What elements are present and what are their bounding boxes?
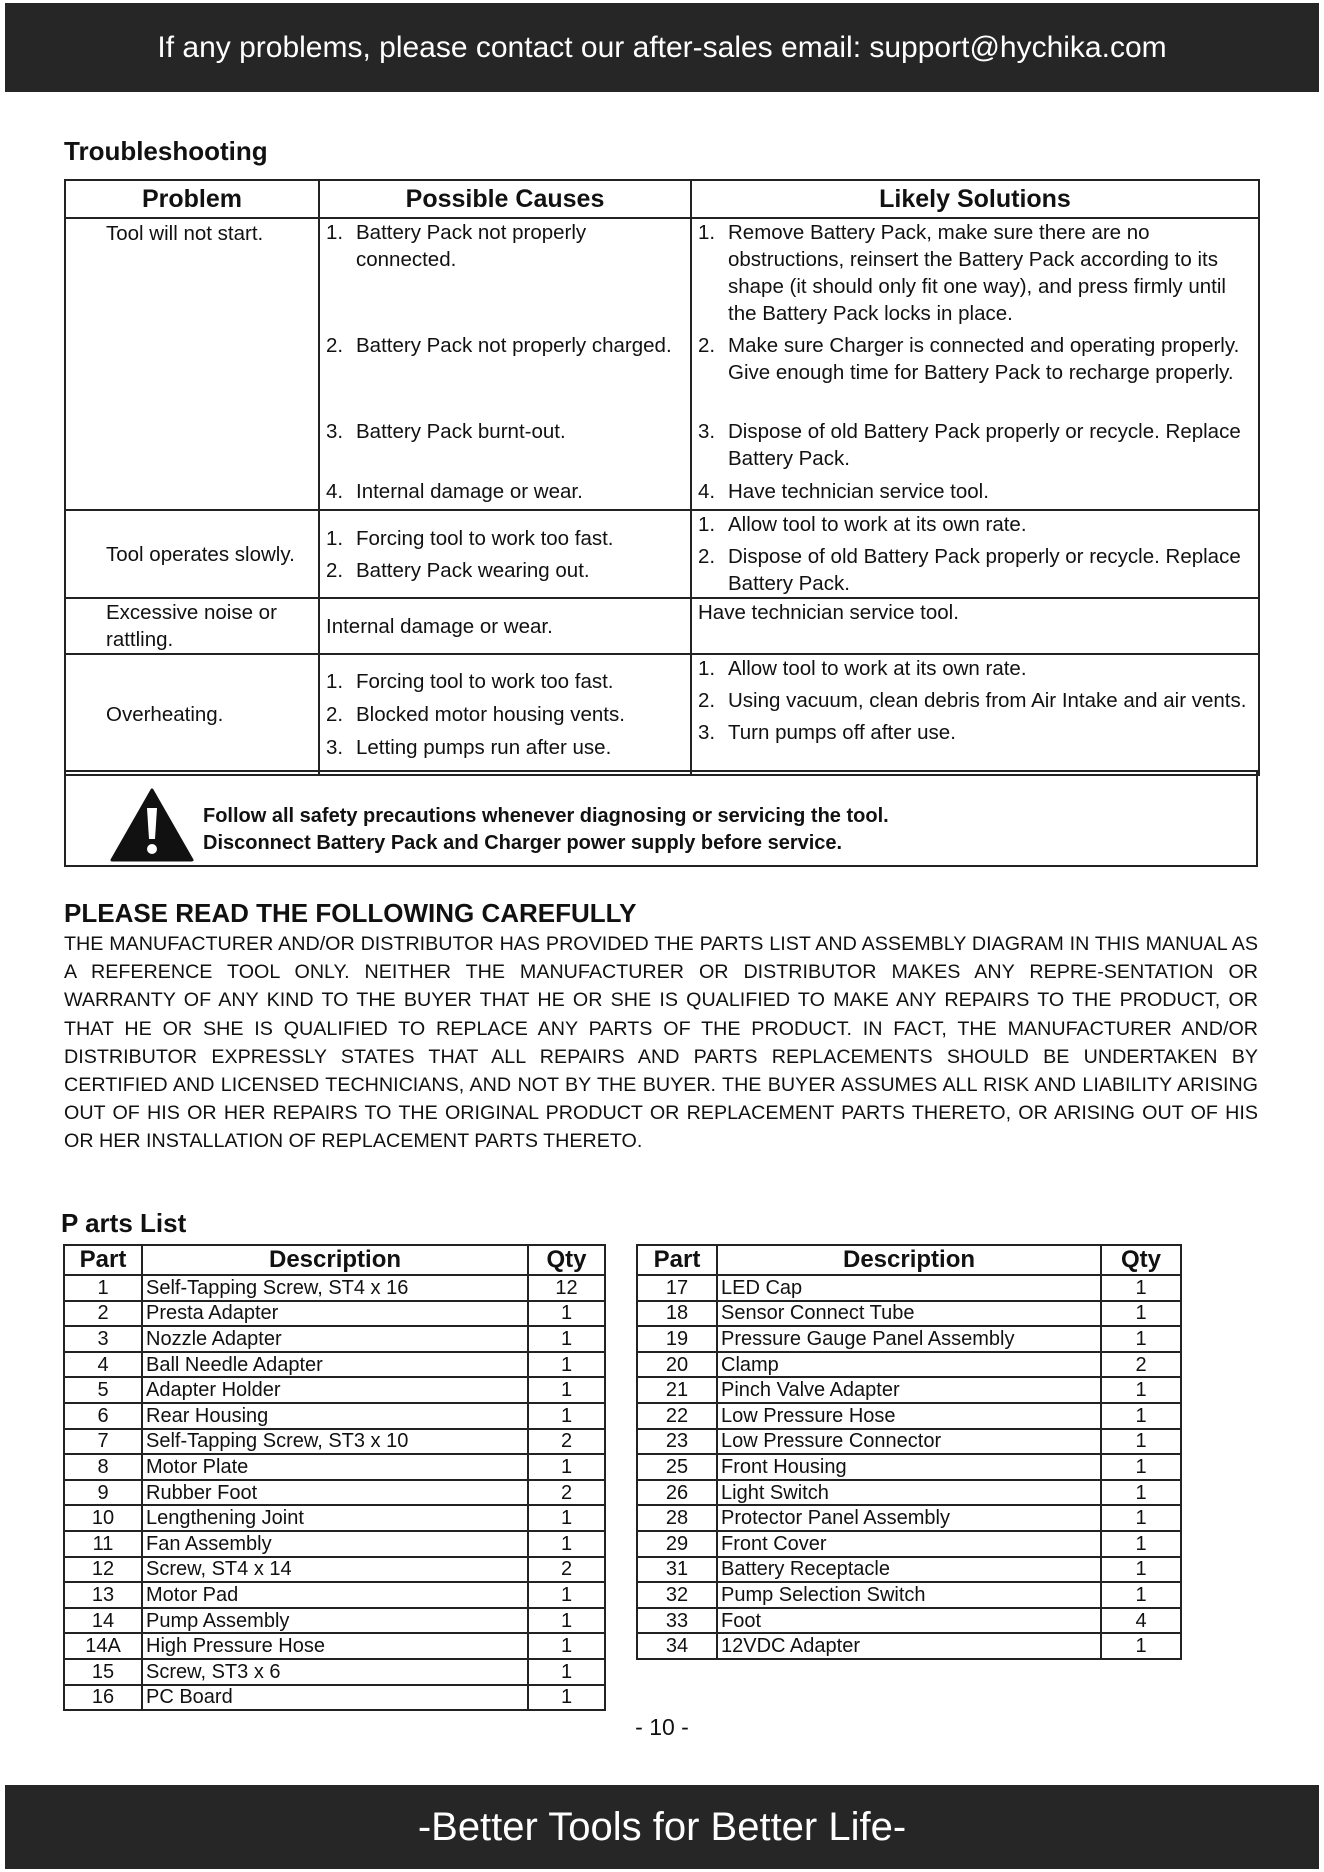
problem-cell — [65, 218, 319, 510]
part-qty: 1 — [528, 1454, 605, 1480]
footer-slogan: -Better Tools for Better Life- — [417, 1804, 907, 1849]
part-qty: 1 — [528, 1326, 605, 1352]
parts-row — [637, 1403, 1181, 1429]
part-number: 7 — [64, 1429, 142, 1455]
parts-header-qty: Qty — [1101, 1245, 1181, 1275]
part-qty: 1 — [528, 1352, 605, 1378]
cause-item: 1. Forcing tool to work too fast. — [326, 670, 614, 693]
part-description: Self-Tapping Screw, ST4 x 16 — [142, 1275, 528, 1301]
part-number: 25 — [637, 1454, 717, 1480]
solution-item: 2. Using vacuum, clean debris from Air Intake and air vents. — [698, 689, 1247, 712]
part-description: LED Cap — [717, 1275, 1101, 1301]
troubleshooting-row — [65, 654, 1259, 775]
solution-text: Have technician service tool. — [698, 601, 959, 624]
warning-icon — [110, 788, 194, 862]
solutions-cell — [691, 510, 1259, 598]
part-number: 4 — [64, 1352, 142, 1378]
header-banner — [5, 3, 1319, 92]
part-number: 9 — [64, 1480, 142, 1506]
part-number: 34 — [637, 1633, 717, 1659]
part-description: Rear Housing — [142, 1403, 528, 1429]
part-qty: 1 — [528, 1377, 605, 1403]
troubleshooting-table — [64, 179, 1260, 776]
parts-row — [64, 1608, 605, 1634]
part-description: Pump Selection Switch — [717, 1582, 1101, 1608]
parts-header-description: Description — [717, 1245, 1101, 1275]
problem-text: Overheating. — [106, 703, 224, 726]
cause-item: 1. Battery Pack not properly connected. — [326, 221, 587, 271]
part-description: Foot — [717, 1608, 1101, 1634]
parts-row — [64, 1480, 605, 1506]
solutions-cell — [691, 654, 1259, 775]
part-qty: 1 — [1101, 1377, 1181, 1403]
part-number: 1 — [64, 1275, 142, 1301]
part-description: Battery Receptacle — [717, 1557, 1101, 1583]
parts-header-row — [64, 1245, 605, 1275]
parts-row — [64, 1582, 605, 1608]
safety-line-2: Disconnect Battery Pack and Charger power supply before service. — [203, 832, 843, 854]
causes-cell — [319, 510, 691, 598]
part-number: 28 — [637, 1505, 717, 1531]
part-qty: 2 — [528, 1480, 605, 1506]
part-description: Presta Adapter — [142, 1301, 528, 1327]
part-description: Screw, ST3 x 6 — [142, 1659, 528, 1685]
cause-item: 3. Letting pumps run after use. — [326, 736, 612, 759]
problem-cell — [65, 654, 319, 775]
parts-row — [64, 1685, 605, 1711]
parts-header-part: Part — [637, 1245, 717, 1275]
page-number: - 10 - — [635, 1714, 689, 1740]
problem-text: Excessive noise or rattling. — [106, 601, 277, 651]
part-qty: 1 — [528, 1582, 605, 1608]
parts-row — [64, 1377, 605, 1403]
part-description: Low Pressure Connector — [717, 1429, 1101, 1455]
part-description: Light Switch — [717, 1480, 1101, 1506]
part-qty: 1 — [528, 1505, 605, 1531]
part-qty: 1 — [1101, 1326, 1181, 1352]
part-qty: 1 — [528, 1301, 605, 1327]
part-number: 8 — [64, 1454, 142, 1480]
solution-item: 1. Remove Battery Pack, make sure there are no obstructions, reinsert the Battery Pack according to its shape (it should only fit one way), and press firmly until the Battery Pack locks in place. — [698, 221, 1226, 325]
solution-item: 4. Have technician service tool. — [698, 480, 989, 503]
part-qty: 1 — [1101, 1403, 1181, 1429]
part-qty: 4 — [1101, 1608, 1181, 1634]
part-description: Pump Assembly — [142, 1608, 528, 1634]
part-qty: 1 — [528, 1633, 605, 1659]
part-qty: 1 — [1101, 1480, 1181, 1506]
solution-item: 3. Dispose of old Battery Pack properly or recycle. Replace Battery Pack. — [698, 420, 1241, 470]
part-description: Adapter Holder — [142, 1377, 528, 1403]
part-qty: 1 — [1101, 1531, 1181, 1557]
parts-row — [637, 1377, 1181, 1403]
solutions-cell — [691, 218, 1259, 510]
parts-row — [637, 1326, 1181, 1352]
column-header-causes: Possible Causes — [319, 180, 691, 218]
part-qty: 1 — [528, 1685, 605, 1711]
part-description: High Pressure Hose — [142, 1633, 528, 1659]
part-number: 2 — [64, 1301, 142, 1327]
column-header-solutions: Likely Solutions — [691, 180, 1259, 218]
parts-row — [637, 1633, 1181, 1659]
parts-row — [637, 1582, 1181, 1608]
part-description: Pinch Valve Adapter — [717, 1377, 1101, 1403]
cause-text: Internal damage or wear. — [326, 614, 553, 638]
parts-table-left — [63, 1244, 606, 1711]
parts-row — [637, 1275, 1181, 1301]
solution-item: 3. Turn pumps off after use. — [698, 721, 956, 744]
part-description: 12VDC Adapter — [717, 1633, 1101, 1659]
part-qty: 1 — [1101, 1633, 1181, 1659]
part-number: 5 — [64, 1377, 142, 1403]
part-qty: 2 — [528, 1429, 605, 1455]
part-number: 6 — [64, 1403, 142, 1429]
parts-row — [637, 1454, 1181, 1480]
part-description: Motor Plate — [142, 1454, 528, 1480]
column-header-problem: Problem — [65, 180, 319, 218]
parts-row — [64, 1531, 605, 1557]
part-qty: 12 — [528, 1275, 605, 1301]
parts-row — [64, 1352, 605, 1378]
causes-cell — [319, 598, 691, 654]
part-description: Front Housing — [717, 1454, 1101, 1480]
parts-row — [64, 1301, 605, 1327]
cause-item: 1. Forcing tool to work too fast. — [326, 526, 614, 550]
part-number: 14 — [64, 1608, 142, 1634]
part-description: Low Pressure Hose — [717, 1403, 1101, 1429]
part-qty: 1 — [528, 1403, 605, 1429]
part-number: 18 — [637, 1301, 717, 1327]
part-number: 14A — [64, 1633, 142, 1659]
parts-row — [637, 1352, 1181, 1378]
part-description: Ball Needle Adapter — [142, 1352, 528, 1378]
part-description: Sensor Connect Tube — [717, 1301, 1101, 1327]
part-qty: 1 — [1101, 1429, 1181, 1455]
parts-header-row — [637, 1245, 1181, 1275]
part-description: Protector Panel Assembly — [717, 1505, 1101, 1531]
notice-title: PLEASE READ THE FOLLOWING CAREFULLY — [64, 898, 637, 928]
part-number: 12 — [64, 1557, 142, 1583]
header-contact-text: If any problems, please contact our after-sales email: support@hychika.com — [157, 30, 1167, 64]
parts-row — [637, 1531, 1181, 1557]
part-number: 23 — [637, 1429, 717, 1455]
parts-header-part: Part — [64, 1245, 142, 1275]
parts-header-description: Description — [142, 1245, 528, 1275]
troubleshooting-row — [65, 510, 1259, 598]
causes-cell — [319, 218, 691, 510]
part-qty: 1 — [1101, 1454, 1181, 1480]
part-qty: 1 — [1101, 1582, 1181, 1608]
part-qty: 1 — [1101, 1505, 1181, 1531]
troubleshooting-header-row — [65, 180, 1259, 218]
part-qty: 2 — [1101, 1352, 1181, 1378]
part-qty: 1 — [1101, 1301, 1181, 1327]
cause-item: 3. Battery Pack burnt-out. — [326, 420, 566, 443]
parts-row — [637, 1429, 1181, 1455]
safety-warning-box — [64, 770, 1258, 867]
disclaimer-text: THE MANUFACTURER AND/OR DISTRIBUTOR HAS PROVIDED THE PARTS LIST AND ASSEMBLY DIAGRAM IN THIS MANUAL AS A REFERENCE TOOL ONLY. NEITHER THE MANUFACTURER OR DISTRIBUTOR MAKES ANY REPRE-SENTATION OR WARRANTY OF ANY KIND TO THE BUYER THAT HE OR SHE IS QUALIFIED TO MAKE ANY REPAIRS TO THE PRODUCT, OR THAT HE OR SHE IS QUALIFIED TO REPLACE ANY PARTS OF THE PRODUCT. IN FACT, THE MANUFACTURER AND/OR DISTRIBUTOR EXPRESSLY STATES THAT ALL REPAIRS AND PARTS REPLACEMENTS SHOULD BE UNDERTAKEN BY CERTIFIED AND LICENSED TECHNICIANS, AND NOT BY THE BUYER. THE BUYER ASSUMES ALL RISK AND LIABILITY ARISING OUT OF HIS OR HER REPAIRS TO THE ORIGINAL PRODUCT OR REPLACEMENT PARTS THERETO, OR ARISING OUT OF HIS OR HER INSTALLATION OF REPLACEMENT PARTS THERETO. — [64, 933, 1258, 1153]
part-number: 15 — [64, 1659, 142, 1685]
part-number: 16 — [64, 1685, 142, 1711]
part-description: Rubber Foot — [142, 1480, 528, 1506]
causes-cell — [319, 654, 691, 775]
footer-banner — [5, 1785, 1319, 1869]
part-number: 17 — [637, 1275, 717, 1301]
parts-row — [64, 1557, 605, 1583]
parts-row — [64, 1429, 605, 1455]
part-description: Lengthening Joint — [142, 1505, 528, 1531]
parts-table-right — [636, 1244, 1182, 1660]
part-number: 11 — [64, 1531, 142, 1557]
cause-item: 4. Internal damage or wear. — [326, 480, 583, 503]
part-description: Fan Assembly — [142, 1531, 528, 1557]
part-description: Self-Tapping Screw, ST3 x 10 — [142, 1429, 528, 1455]
part-qty: 1 — [1101, 1275, 1181, 1301]
part-description: Motor Pad — [142, 1582, 528, 1608]
part-qty: 1 — [528, 1531, 605, 1557]
troubleshooting-row — [65, 218, 1259, 510]
solution-item: 2. Make sure Charger is connected and operating properly. Give enough time for Battery Pack to recharge properly. — [698, 334, 1240, 384]
part-number: 3 — [64, 1326, 142, 1352]
solution-item: 1. Allow tool to work at its own rate. — [698, 513, 1027, 536]
part-number: 31 — [637, 1557, 717, 1583]
part-qty: 2 — [528, 1557, 605, 1583]
safety-line-1: Follow all safety precautions whenever diagnosing or servicing the tool. — [203, 805, 889, 827]
parts-row — [637, 1480, 1181, 1506]
solutions-cell — [691, 598, 1259, 654]
part-number: 10 — [64, 1505, 142, 1531]
part-description: Screw, ST4 x 14 — [142, 1557, 528, 1583]
parts-row — [64, 1275, 605, 1301]
parts-row — [64, 1659, 605, 1685]
problem-cell — [65, 510, 319, 598]
part-number: 20 — [637, 1352, 717, 1378]
part-number: 21 — [637, 1377, 717, 1403]
problem-cell — [65, 598, 319, 654]
part-qty: 1 — [1101, 1557, 1181, 1583]
parts-row — [637, 1608, 1181, 1634]
parts-row — [64, 1633, 605, 1659]
part-number: 19 — [637, 1326, 717, 1352]
part-description: Clamp — [717, 1352, 1101, 1378]
part-number: 22 — [637, 1403, 717, 1429]
cause-item: 2. Battery Pack not properly charged. — [326, 334, 672, 357]
solution-item: 2. Dispose of old Battery Pack properly or recycle. Replace Battery Pack. — [698, 545, 1241, 595]
parts-row — [637, 1505, 1181, 1531]
part-number: 13 — [64, 1582, 142, 1608]
parts-header-qty: Qty — [528, 1245, 605, 1275]
parts-row — [64, 1326, 605, 1352]
cause-item: 2. Blocked motor housing vents. — [326, 703, 625, 726]
troubleshooting-title: Troubleshooting — [64, 136, 268, 166]
part-description: PC Board — [142, 1685, 528, 1711]
part-number: 29 — [637, 1531, 717, 1557]
part-description: Nozzle Adapter — [142, 1326, 528, 1352]
troubleshooting-row — [65, 598, 1259, 654]
parts-list-title: P arts List — [61, 1208, 187, 1238]
parts-row — [64, 1505, 605, 1531]
part-number: 33 — [637, 1608, 717, 1634]
parts-row — [637, 1301, 1181, 1327]
part-description: Front Cover — [717, 1531, 1101, 1557]
safety-text — [203, 803, 889, 857]
problem-text: Tool will not start. — [106, 222, 264, 245]
part-qty: 1 — [528, 1659, 605, 1685]
part-number: 32 — [637, 1582, 717, 1608]
cause-item: 2. Battery Pack wearing out. — [326, 558, 590, 582]
parts-row — [637, 1557, 1181, 1583]
part-qty: 1 — [528, 1608, 605, 1634]
parts-row — [64, 1403, 605, 1429]
part-number: 26 — [637, 1480, 717, 1506]
solution-item: 1. Allow tool to work at its own rate. — [698, 657, 1027, 680]
problem-text: Tool operates slowly. — [106, 542, 295, 566]
part-description: Pressure Gauge Panel Assembly — [717, 1326, 1101, 1352]
parts-row — [64, 1454, 605, 1480]
